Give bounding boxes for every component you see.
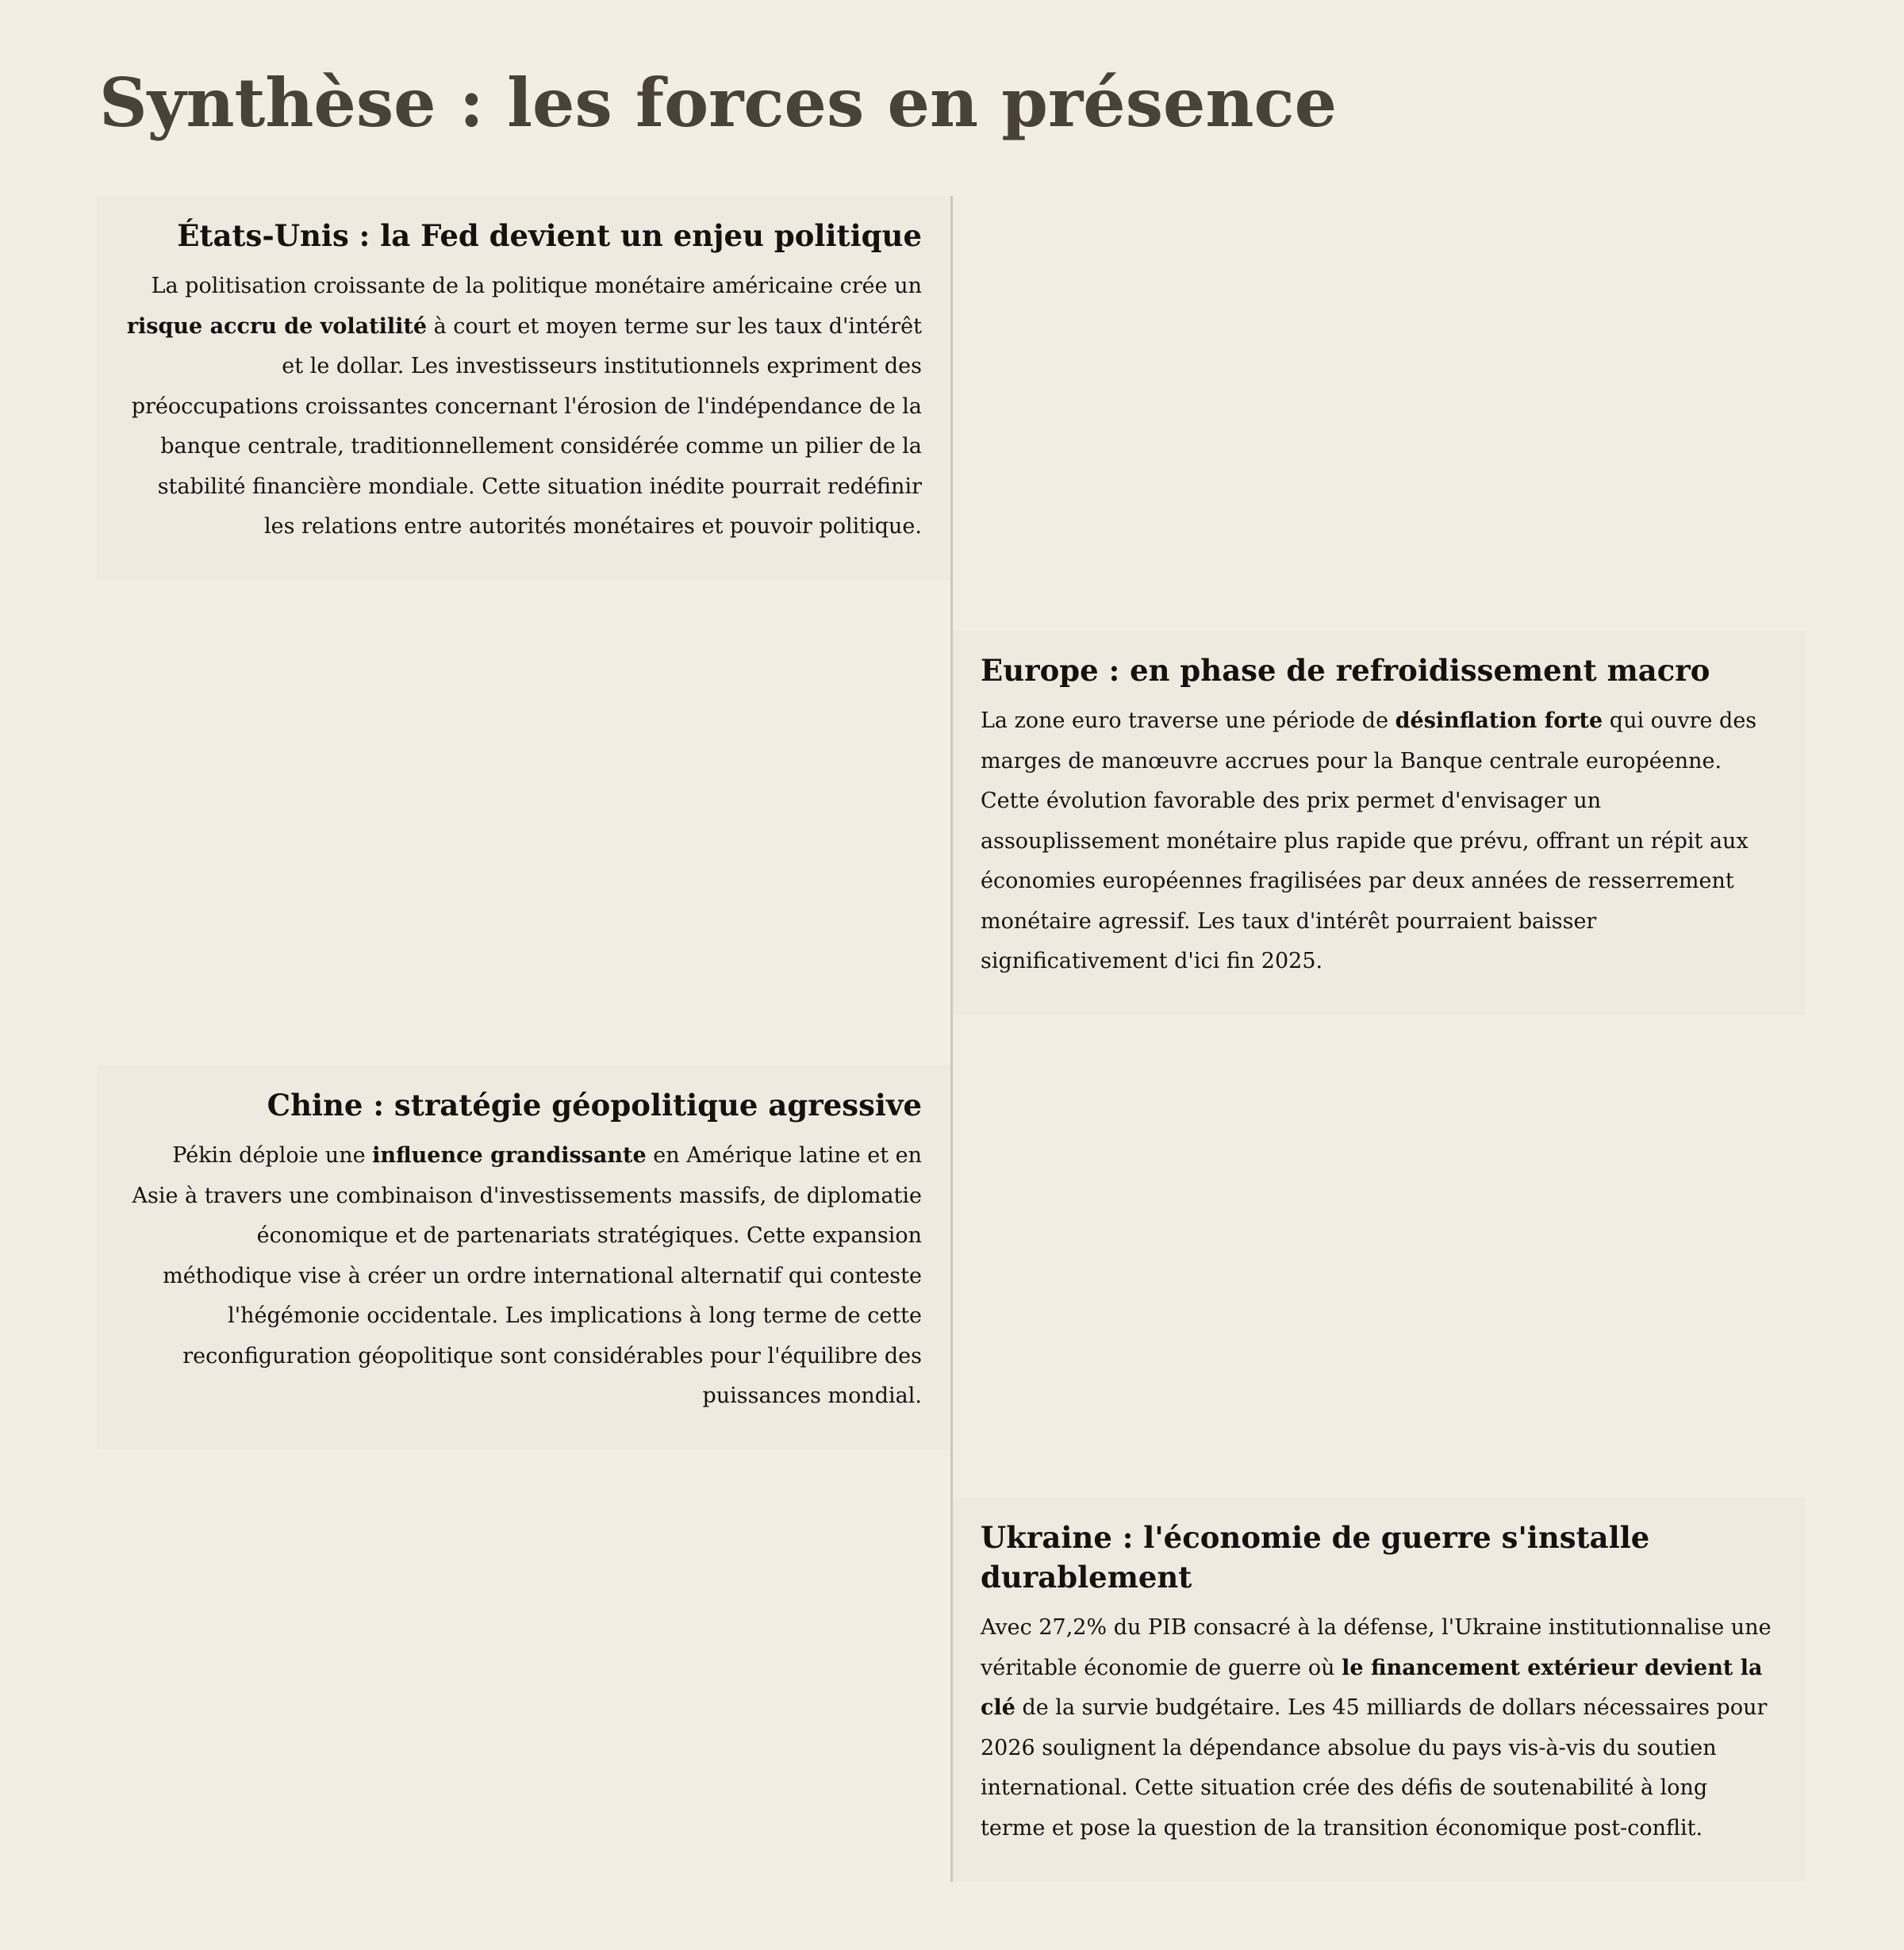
card-heading: Ukraine : l'économie de guerre s'installe durablement xyxy=(981,1520,1650,1595)
card-text-bold: influence grandissante xyxy=(372,1143,647,1168)
card-text-after: en Amérique latine et en Asie à travers une combinaison d'investissements massifs, de diplomatie économique et de partenariats stratégiques. Cette expansion méthodique vise à créer un ordre international alternatif qui conteste l'hégémonie occidentale. Les implications à long terme de cette reconfiguration géopolitique sont considérables pour l'équilibre des puissances mondial. xyxy=(132,1143,922,1408)
card-text-before: La politisation croissante de la politique monétaire américaine crée un xyxy=(151,274,922,298)
card-heading: Chine : stratégie géopolitique agressive xyxy=(267,1088,922,1123)
card-text-after: qui ouvre des marges de manœuvre accrues pour la Banque centrale européenne. Cette évolution favorable des prix permet d'envisager un assouplissement monétaire plus rapide que prévu, offrant un répit aux économies européennes fragilisées par deux années de resserrement monétaire agressif. Les taux d'intérêt pourraient baisser significativement d'ici fin 2025. xyxy=(981,708,1757,973)
card-body xyxy=(981,1608,1778,1848)
card-text-after: de la survie budgétaire. Les 45 milliards de dollars nécessaires pour 2026 soulignent la dépendance absolue du pays vis-à-vis du soutien international. Cette situation crée des défis de soutenabilité à long terme et pose la question de la transition économique post-conflit. xyxy=(981,1695,1768,1841)
card-text-bold: désinflation forte xyxy=(1395,708,1603,733)
card-ukraine xyxy=(953,1498,1806,1882)
card-body xyxy=(981,701,1778,982)
card-etats-unis xyxy=(97,196,950,580)
card-text-before: Pékin déploie une xyxy=(172,1143,373,1168)
card-text-before: La zone euro traverse une période de xyxy=(981,708,1395,733)
card-text-before: Avec 27,2% du PIB consacré à la défense, l'Ukraine institutionnalise une véritable économie de guerre où xyxy=(981,1615,1772,1680)
card-heading: Europe : en phase de refroidissement macro xyxy=(981,653,1710,688)
page-title: Synthèse : les forces en présence xyxy=(99,63,1338,142)
card-europe xyxy=(953,631,1806,1015)
card-body xyxy=(125,267,922,547)
card-body xyxy=(125,1136,922,1417)
card-heading: États-Unis : la Fed devient un enjeu politique xyxy=(177,218,922,253)
card-chine xyxy=(97,1065,950,1449)
card-text-after: à court et moyen terme sur les taux d'intérêt et le dollar. Les investisseurs institutionnels expriment des préoccupations croissantes concernant l'érosion de l'indépendance de la banque centrale, traditionnellement considérée comme un pilier de la stabilité financière mondiale. Cette situation inédite pourrait redéfinir les relations entre autorités monétaires et pouvoir politique. xyxy=(131,313,922,539)
card-text-bold: le financement extérieur devient la clé xyxy=(981,1655,1763,1720)
card-text-bold: risque accru de volatilité xyxy=(126,313,428,339)
